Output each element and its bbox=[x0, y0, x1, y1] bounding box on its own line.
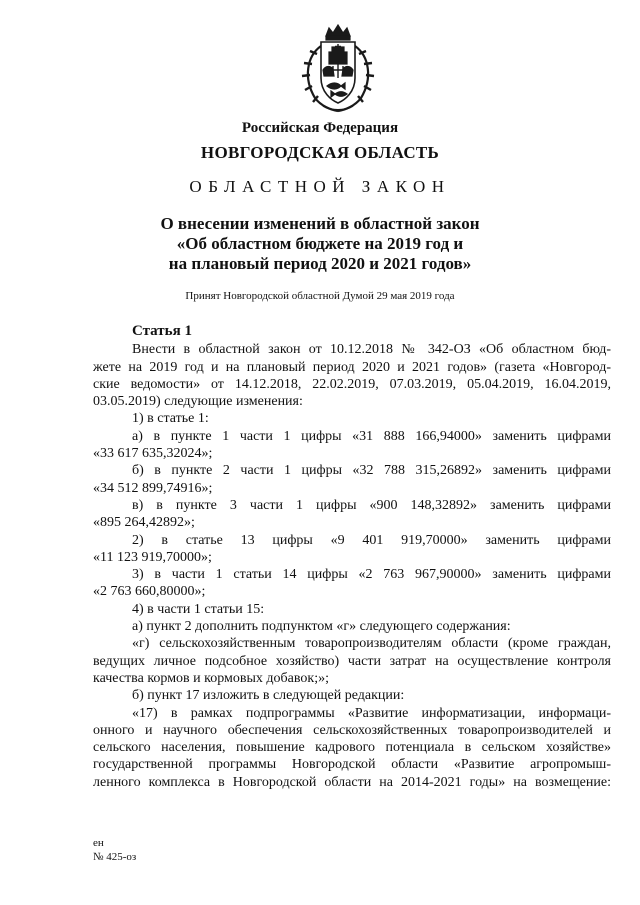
executor-initials: ен bbox=[93, 837, 104, 849]
law-type-heading: ОБЛАСТНОЙ ЗАКОН bbox=[189, 177, 451, 196]
text-line: «33 617 635,32024»; bbox=[93, 446, 213, 462]
text-line: 03.05.2019) следующие изменения: bbox=[93, 394, 303, 410]
text-line: 4) в части 1 статьи 15: bbox=[132, 601, 265, 617]
document-footer bbox=[93, 836, 136, 864]
text-line: 3) в части 1 статьи 14 цифры «2 763 967,90000» заменить цифрами bbox=[132, 567, 611, 583]
text-line: Внести в областной закон от 10.12.2018 № 342-ОЗ «Об областном бюд- bbox=[132, 342, 611, 358]
text-line: «17) в рамках подпрограммы «Развитие информатизации, информаци- bbox=[132, 705, 611, 721]
text-line: «11 123 919,70000»; bbox=[93, 549, 212, 565]
text-line: «34 512 899,74916»; bbox=[93, 480, 213, 496]
text-line: сельского населения, повышение кадрового потенциала в сельском хозяйстве» bbox=[93, 740, 611, 756]
text-line: а) пункт 2 дополнить подпунктом «г» следующего содержания: bbox=[132, 619, 511, 635]
text-line: «2 763 660,80000»; bbox=[93, 584, 206, 600]
text-line: а) в пункте 1 части 1 цифры «31 888 166,94000» заменить цифрами bbox=[132, 428, 611, 444]
law-title-line: на плановый период 2020 и 2021 годов» bbox=[168, 254, 472, 273]
law-title-line: «Об областном бюджете на 2019 год и bbox=[176, 234, 464, 253]
article-heading: Статья 1 bbox=[132, 323, 192, 339]
text-line: в) в пункте 3 части 1 цифры «900 148,32892» заменить цифрами bbox=[132, 497, 611, 513]
text-line: ские ведомости» от 14.12.2018, 22.02.2019, 07.03.2019, 05.04.2019, 16.04.2019, bbox=[93, 376, 611, 392]
adoption-note: Принят Новгородской областной Думой 29 мая 2019 года bbox=[185, 290, 455, 302]
law-number: № 425-оз bbox=[93, 851, 137, 863]
text-line: качества кормов и кормовых добавок;»; bbox=[93, 670, 329, 686]
text-line: «г) сельскохозяйственным товаропроизводителям области (кроме граждан, bbox=[132, 636, 611, 652]
text-line: «895 264,42892»; bbox=[93, 515, 195, 531]
law-title bbox=[0, 214, 640, 274]
text-line: онного и научного обеспечения сельскохозяйственных товаропроизводителей и bbox=[93, 722, 611, 738]
text-line: б) пункт 17 изложить в следующей редакции: bbox=[132, 688, 405, 704]
text-line: б) в пункте 2 части 1 цифры «32 788 315,26892» заменить цифрами bbox=[132, 463, 611, 479]
text-line: ленного комплекса в Новгородской области на 2014-2021 годы» на возмещение: bbox=[93, 774, 611, 790]
coat-of-arms-icon bbox=[293, 20, 383, 114]
text-line: 2) в статье 13 цифры «9 401 919,70000» заменить цифрами bbox=[132, 532, 611, 548]
text-line: 1) в статье 1: bbox=[132, 411, 209, 427]
region-heading: НОВГОРОДСКАЯ ОБЛАСТЬ bbox=[200, 143, 440, 162]
text-line: ведущих личное подсобное хозяйство) части затрат на осуществление контроля bbox=[93, 653, 611, 669]
text-line: жете на 2019 год и на плановый период 2020 и 2021 годов» (газета «Новгород- bbox=[93, 359, 611, 375]
text-line: государственной программы Новгородской области «Развитие агропромыш- bbox=[93, 757, 611, 773]
law-title-line: О внесении изменений в областной закон bbox=[160, 214, 480, 233]
federation-heading: Российская Федерация bbox=[241, 120, 399, 136]
article-body bbox=[93, 323, 611, 791]
